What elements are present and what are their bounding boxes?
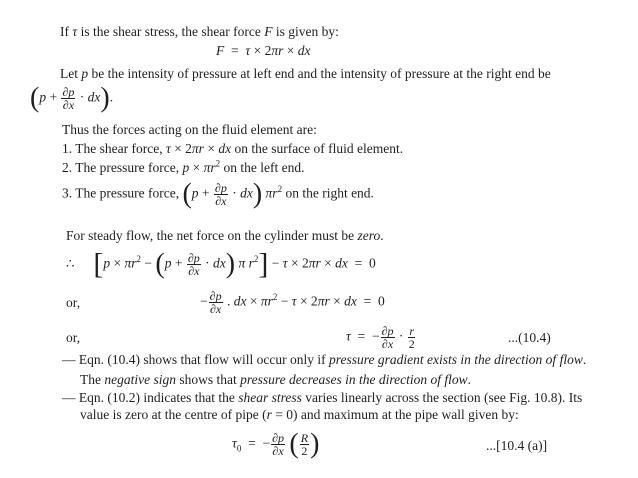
pressure-line: Let p be the intensity of pressure at left end and the intensity of pressure at the right end be	[60, 66, 551, 81]
forces-intro: Thus the forces acting on the fluid element are:	[62, 122, 317, 137]
equation-or-1: − $\frac{\partial p}{\partial x}$ . dx × $\pi r^2 - \tau \times 2\pi r$ × dx = 0	[200, 289, 385, 316]
label-or-2: or,	[66, 330, 81, 345]
equation-force: F = τ × 2πr × dx	[216, 43, 311, 58]
note-3: — Eqn. (10.2) indicates that the shear stress varies linearly across the section (see Fig. 10.8). Its	[62, 390, 583, 405]
equation-number-10-4a: ...[10.4 (a)]	[486, 438, 548, 453]
steady-flow-text: For steady flow, the net force on the cylinder must be zero.	[66, 228, 384, 243]
force-item-1: 1. The shear force, τ × 2πr × dx on the surface of fluid element.	[62, 141, 404, 156]
intro-text: If τ is the shear stress, the shear force F is given by:	[60, 24, 339, 39]
note-4: value is zero at the centre of pipe (r = 0) and maximum at the pipe wall given by:	[80, 407, 519, 422]
force-item-2: 2. The pressure force, $p \times \pi r^2$ on the left end.	[62, 158, 305, 175]
note-1: — Eqn. (10.4) shows that flow will occur only if pressure gradient exists in the direction of flow.	[62, 352, 587, 367]
force-item-3: 3. The pressure force, (p + $\frac{\partial p}{\partial x}$ · dx) $\pi r^2$ on the right end.	[62, 178, 374, 210]
pressure-expression: (p + $\frac{\partial p}{\partial x}$ · dx).	[30, 82, 114, 114]
label-or-1: or,	[66, 295, 81, 310]
equation-net-force: ∴ [$p \times \pi r^2 - (p$ + $\frac{\partial p}{\partial x}$ · dx) π $r^2] - \tau \times 2\pi r$ × dx = 0	[66, 247, 376, 281]
equation-or-2: τ = − $\frac{\partial p}{\partial x}$ · $\frac{r}{2}$	[346, 324, 415, 351]
note-2: The negative sign shows that pressure decreases in the direction of flow.	[80, 372, 471, 387]
equation-tau0: $\tau_0$ = − $\frac{\partial p}{\partial x}$ ( $\frac{R}{2}$ )	[232, 428, 320, 460]
equation-number-10-4: ...(10.4)	[508, 330, 551, 345]
